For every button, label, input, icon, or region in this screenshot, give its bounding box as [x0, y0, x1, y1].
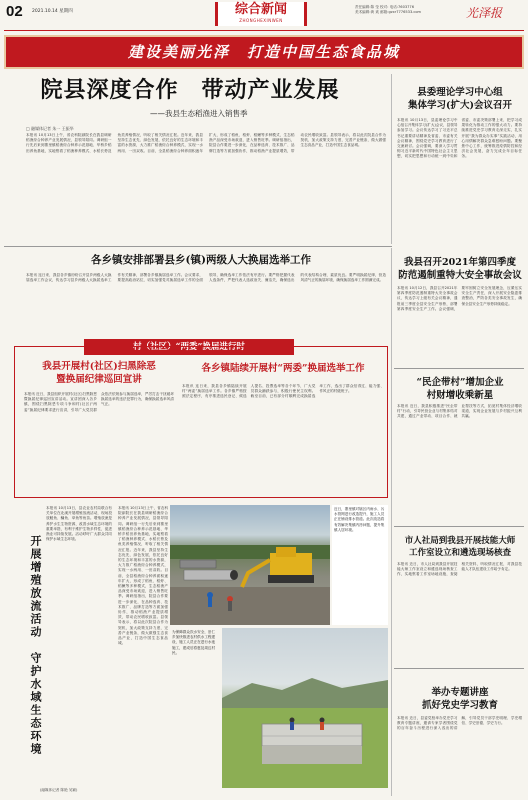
right-low-body: 本报讯 近日，市人社局到我县开展技能大师工作室设立和遴选现场核查工作，实地察看工作室场地设施，查阅相关资料，听取情况汇报，对我县技能人才队伍建设工作给予肯定。	[397, 562, 522, 577]
right-top-headline: 县委理论学习中心组 集体学习(扩大)会议召开	[408, 87, 512, 111]
election-body: 本报讯 连日来，我县各乡镇纷纷召开县乡两级人大换届选举工作会议，传达学习县乡两级人大换届选举工作有关精神，部署各乡镇换届选举工作。会议要求，要提高政治站位，切实加强党对换届选举工作的全面领导，确保选举工作依法有序进行。要严格把握代表人选条件，严把代表人选政治关、廉洁关，确保选出的代表结构合理、素质优良。要严明换届纪律，营造风清气正的换届环境，确保换届选举工作圆满完成。	[26, 273, 386, 283]
lead-body: 本报讯 10月13日上午，省农科院副院长在我县调研稻渔综合种养产业发展情况，县领导陪同。调研组一行先后来到寨里镇稻渔综合种养示范基地、华桥乡稻田养鱼基地，实地察看了稻渔种养模式、水稻长势及鱼类养殖情况，听取了相关情况汇报。近年来，我县坚持生态优先、绿色发展，依托良好的生态环境和丰富的水资源，大力推广稻渔综合种养模式，实现一水两用、一田双收。目前，全县稻渔综合种养面积逐年扩大，形成了稻鱼、稻虾、稻鳅等多种模式，生态稻渔产品深受市场欢迎，进入销售旺季。调研组指出，院县合作要进一步深化，在品种选育、技术推广、品牌打造等方面加强协作，推动稻渔产业提质增效，带动农民增收致富。县领导表示，将以此次院县合作为契机，加大政策支持力度，完善产业链条，做大做强生态食品产业，打造中国生态食品城。	[26, 133, 386, 153]
village-banner-text: 村（社区）“两委”换届进行时	[133, 342, 245, 352]
middle-column-body: 本报讯 10月13日上午，省农科院副院长在我县调研稻渔综合种养产业发展情况，县领导陪同。调研组一行先后来到寨里镇稻渔综合种养示范基地、华桥乡稻田养鱼基地，实地察看了稻渔种养模式、水稻长势及鱼类养殖情况，听取了相关情况汇报。近年来，我县坚持生态优先、绿色发展，依托良好的生态环境和丰富的水资源，大力推广稻渔综合种养模式，实现一水两用、一田双收。目前，全县稻渔综合种养面积逐年扩大，形成了稻鱼、稻虾、稻鳅等多种模式，生态稻渔产品深受市场欢迎，进入销售旺季。调研组指出，院县合作要进一步深化，在品种选育、技术推广、品牌打造等方面加强协作，推动稻渔产业提质增效，带动农民增收致富。县领导表示，将以此次院县合作为契机，加大政策支持力度，完善产业链条，做大做强生态食品产业，打造中国生态食品城。	[118, 506, 168, 646]
section-title: 综合新闻	[234, 2, 287, 17]
photo-water-tank	[222, 628, 388, 788]
right-mid2-body: 本报讯 近日，我县积极推进“民企带村”行动，引导民营企业与村集体结对共建，通过产业带动、项目合作、就业帮扶等方式，拓宽村集体经济增收渠道，实现企业发展与乡村振兴互利共赢。	[397, 404, 522, 419]
section-tab	[215, 2, 307, 26]
banner-slogan: 建设美丽光泽 打造中国生态食品城	[127, 43, 400, 61]
village-right-headline: 各乡镇陆续开展村“两委”换届选举工作	[201, 363, 365, 374]
right-low-headline: 市人社局到我县开展技能大师 工作室设立和遴选现场核查	[404, 536, 516, 558]
village-left-headline: 我县开展村(社区)扫黑除恶 暨换届纪律巡回宣讲	[42, 361, 156, 385]
masthead	[0, 0, 528, 30]
flood-credit: (融媒体记者 陈艳 吴颖)	[40, 788, 78, 792]
right-mid-body: 本报讯 10月12日，我县召开2021年第四季度防范遏制重特大安全事故会议，传达学习上级有关会议精神，通报前三季度全县安全生产形势，部署第四季度安全生产工作。会议强调，要牢固树立安全发展理念，压紧压实安全生产责任，深入开展安全隐患排查整治，严防各类安全事故发生，确保全县安全生产形势持续稳定。	[397, 286, 522, 311]
photo-b-illustration	[222, 628, 388, 788]
right-bottom-body: 本报讯 近日，县委党校举办党史学习教育专题讲座，邀请专家学者围绕党的百年奋斗历程进行深入浅出的讲解，引导党员干部学史明理、学史增信、学史崇德、学史力行。	[397, 716, 522, 731]
right-mid-headline: 我县召开2021年第四季度 防范遏制重特大安全事故会议	[398, 257, 522, 281]
village-right-body: 本报讯 连日来，我县各乡镇陆续开展村“两委”换届选举工作。各乡镇严格按照法定程序，有序推进选民登记、候选人提名、投票选举等各个环节，广大党员群众踊跃参与，积极行使民主权利。截至目前，已有部分村顺利完成换届选举工作，选出了群众信得过、能力强、作风正的村级班子。	[182, 384, 384, 399]
issue-date: 2021.10.14 星期四	[32, 9, 73, 14]
flood-vertical-headline: 开展增殖放流活动 守护水域生态环境	[29, 535, 42, 756]
top-banner	[4, 35, 524, 69]
lead-headline: 院县深度合作 带动产业发展	[40, 77, 340, 103]
photo-a-caption: 近日，寨里镇对辖区内雨水、污水管网进行改造提升，施工人员正在铺设排水管道。此次改造将有效解决集镇内涝问题，提升集镇人居环境。	[332, 505, 388, 625]
lead-byline: □ 融媒体记者 朱一 王振华	[26, 126, 74, 131]
photo-a-illustration	[170, 505, 330, 625]
right-top-body: 本报讯 10月13日，县委理论学习中心组召开集体学习(扩大)会议，县领导参加学习。会议传达学习了习近平总书记重要讲话精神及省委、市委有关会议精神，围绕党史学习教育进行了交流研讨。会议强调，要深入学习贯彻习近平新时代中国特色社会主义思想，切实把思想和行动统一到中央和省委、市委决策部署上来，把学习成果转化为推动工作的强大动力。要持续推进党史学习教育走深走实，扎实开展“我为群众办实事”实践活动，用心用情解决群众急难愁盼问题。要聚焦中心工作，统筹推进疫情防控和经济社会发展，奋力完成全年目标任务。	[397, 118, 522, 159]
right-mid2-headline: “民企带村”增加企业 村财增收乘新星	[416, 377, 504, 401]
right-bottom-headline: 举办专题讲座 抓好党史学习教育	[421, 687, 498, 711]
election-headline: 各乡镇安排部署县乡(镇)两级人大换届选举工作	[91, 254, 311, 266]
paper-logo: 光泽报	[466, 6, 503, 20]
section-subtitle: ZHONGHEXINWEN	[239, 18, 283, 23]
flood-body: 本报讯 10月13日，县农业农村局联合有关单位在北溪开展增殖放流活动，现场投放鲢鱼、鳙鱼、草鱼等鱼苗。增殖放流是养护水生生物资源、改善水域生态环境的重要举措，有利于维护生物多样性，促进渔业可持续发展。活动呼吁广大群众共同保护水域生态环境。	[46, 506, 112, 542]
photo-b-caption: 为保障群众饮水安全，崇仁乡加快推进农村供水工程建设，施工人员正在进行水池施工，建成后将惠及周边村民。	[172, 630, 216, 655]
village-left-body: 本报讯 近日，我县组织开展村(社区)扫黑除恶暨换届纪律巡回宣讲活动。宣讲团深入各乡镇，围绕扫黑除恶专项斗争和村(社区)“两委”换届纪律要求进行宣讲，引导广大党员群众依法依规参与换届选举，严厉打击干扰破坏换届选举的违法犯罪行为，确保换届选举风清气正。	[24, 392, 174, 412]
page-number: 02	[6, 3, 23, 20]
photo-pipe-construction	[170, 505, 330, 625]
lead-subhead: ——我县生态稻渔进入销售季	[150, 109, 248, 118]
editor-info: 责任编辑:陈 莹 校对: 电话:7603776 美术编辑:黄 欢 邮箱:gzxr7776533.com	[355, 5, 422, 14]
